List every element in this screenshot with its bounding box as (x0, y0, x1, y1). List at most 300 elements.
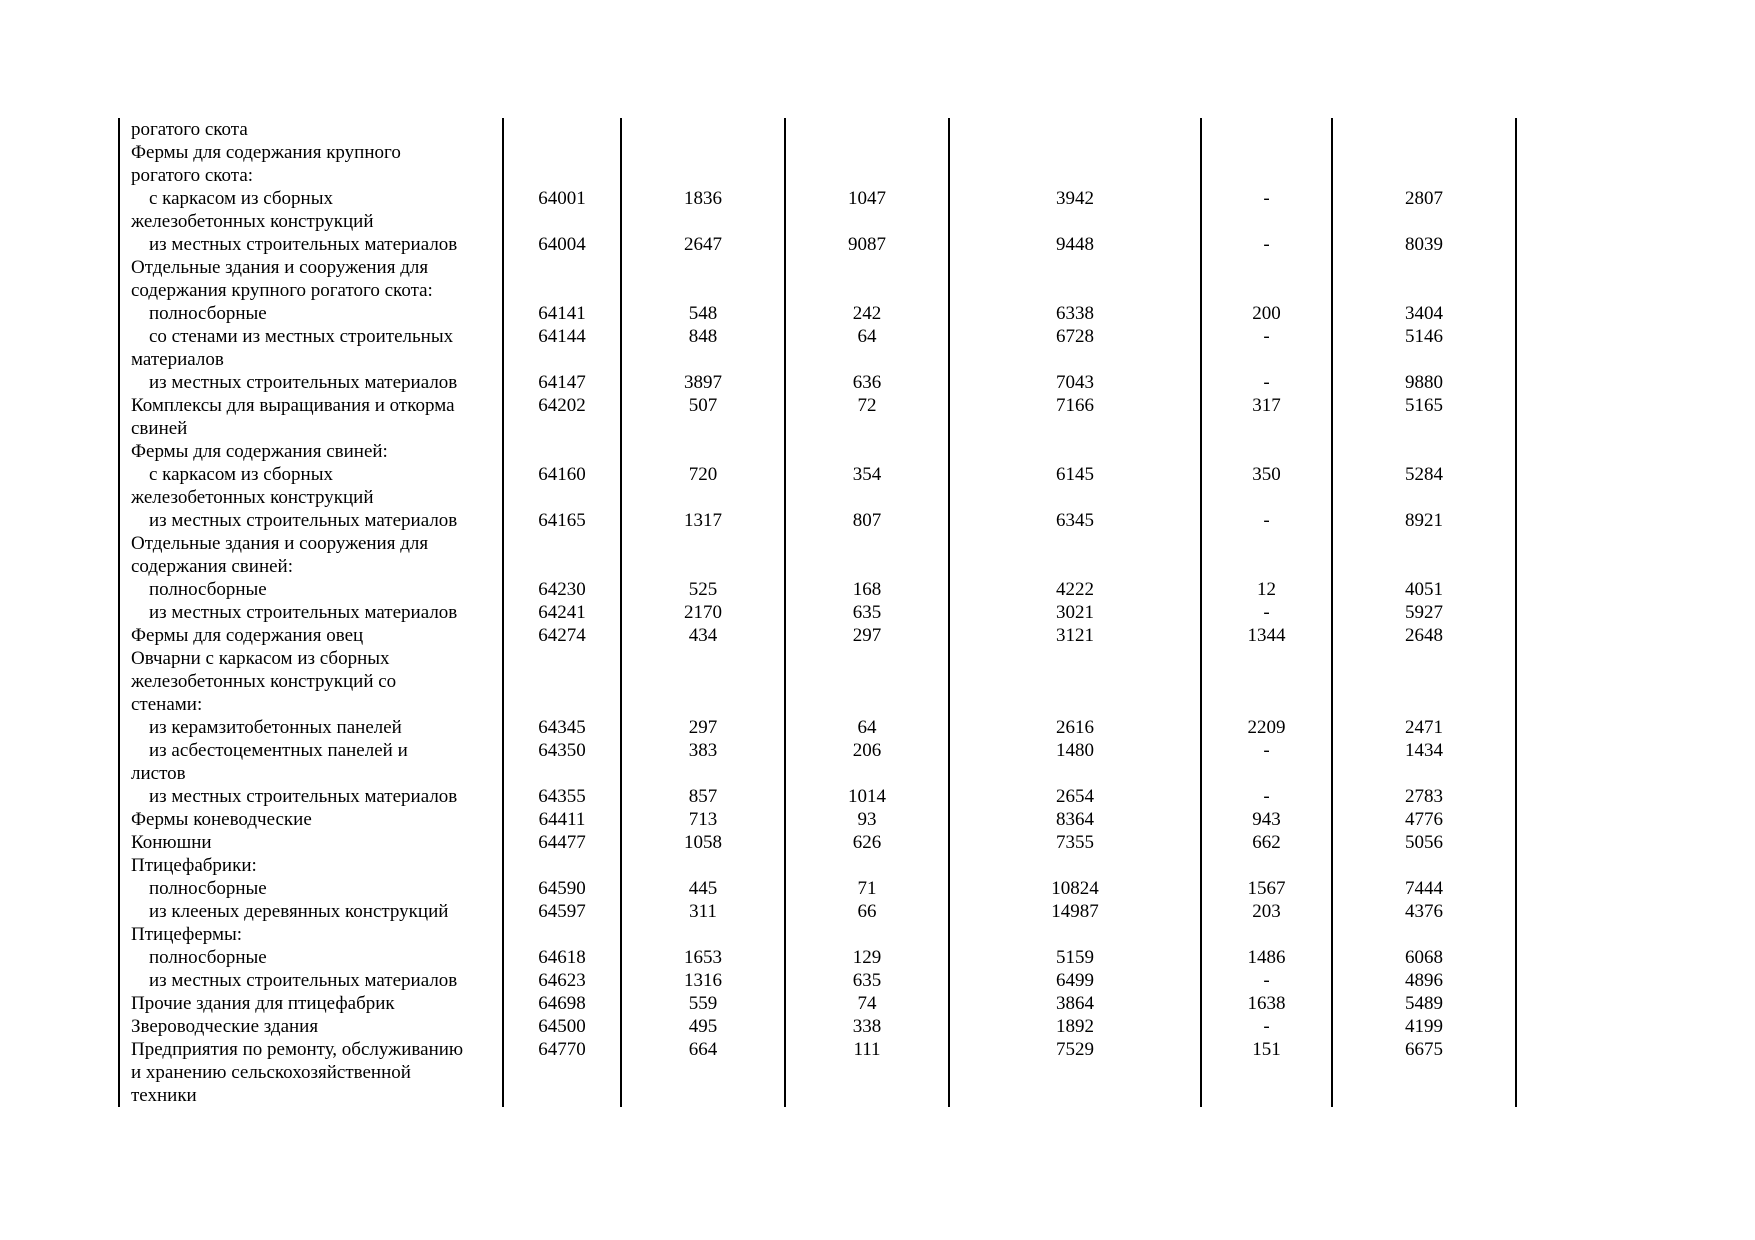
value-cell (621, 923, 785, 946)
value-cell (503, 900, 621, 923)
value-text: 662 (1252, 832, 1281, 853)
row-label-text: Прочие здания для птицефабрик (131, 993, 395, 1014)
row-label-line (131, 187, 496, 210)
value-cell (1332, 1038, 1516, 1107)
table-row (119, 1015, 1516, 1038)
value-cell (1201, 601, 1332, 624)
value-text: 9880 (1405, 372, 1443, 393)
row-label (119, 187, 503, 233)
value-text: 64597 (538, 901, 586, 922)
row-label-text: техники (131, 1085, 197, 1106)
value-text: 383 (688, 740, 718, 761)
value-text: 9448 (1056, 234, 1094, 255)
value-cell (785, 647, 949, 716)
row-label-text: со стенами из местных строительных (149, 326, 454, 347)
value-cell (1332, 923, 1516, 946)
value-cell (1201, 256, 1332, 302)
value-text: 507 (688, 395, 718, 416)
value-text: 64004 (538, 234, 586, 255)
value-cell (621, 992, 785, 1015)
value-cell (503, 854, 621, 877)
table-row (119, 302, 1516, 325)
row-label-text: и хранению сельскохозяйственной (131, 1062, 411, 1083)
value-text (1333, 141, 1515, 164)
value-cell (1201, 1038, 1332, 1107)
value-text: 664 (688, 1039, 718, 1060)
value-text: 7166 (1056, 395, 1094, 416)
value-cell (1201, 647, 1332, 716)
value-cell (1332, 969, 1516, 992)
value-cell (503, 394, 621, 440)
row-label (119, 969, 503, 992)
value-cell (1332, 463, 1516, 509)
row-label (119, 509, 503, 532)
value-text: 200 (1252, 303, 1281, 324)
value-cell (785, 992, 949, 1015)
value-text: 4222 (1056, 579, 1094, 600)
row-label (119, 394, 503, 440)
value-cell (1332, 187, 1516, 233)
value-cell (503, 509, 621, 532)
value-cell (1201, 233, 1332, 256)
data-table (118, 118, 1517, 1107)
row-label-text: Фермы для содержания свиней: (131, 441, 388, 462)
value-cell (1201, 969, 1332, 992)
value-text (786, 440, 948, 463)
value-cell (949, 992, 1201, 1015)
value-cell (1201, 785, 1332, 808)
value-cell (1332, 325, 1516, 371)
value-text: 7355 (1056, 832, 1094, 853)
value-text: 1014 (848, 786, 886, 807)
value-text: 525 (688, 579, 718, 600)
table-row (119, 624, 1516, 647)
value-text: 74 (857, 993, 877, 1014)
table-row (119, 808, 1516, 831)
row-label-line (131, 716, 496, 739)
row-label-text: Фермы для содержания овец (131, 625, 364, 646)
value-cell (621, 946, 785, 969)
value-text: 64165 (538, 510, 586, 531)
value-text: 14987 (1051, 901, 1099, 922)
row-label-text: содержания крупного рогатого скота: (131, 280, 433, 301)
row-label (119, 923, 503, 946)
value-text: 12 (1257, 579, 1276, 600)
value-text (1333, 923, 1515, 946)
row-label-line (131, 739, 496, 762)
row-label-line (131, 946, 496, 969)
row-label-text: Комплексы для выращивания и откорма (131, 395, 455, 416)
value-cell (503, 716, 621, 739)
value-cell (785, 900, 949, 923)
value-cell (503, 808, 621, 831)
value-cell (621, 900, 785, 923)
value-cell (785, 302, 949, 325)
row-label (119, 877, 503, 900)
value-text: 2647 (684, 234, 722, 255)
value-text (950, 647, 1200, 670)
row-label (119, 739, 503, 785)
table-row (119, 440, 1516, 463)
value-text: 311 (689, 901, 717, 922)
value-cell (949, 440, 1201, 463)
value-text: 317 (1252, 395, 1281, 416)
value-text: 64345 (538, 717, 586, 738)
value-text: 848 (688, 326, 718, 347)
value-cell (1201, 302, 1332, 325)
value-text: - (1263, 1016, 1270, 1037)
row-label-line (131, 693, 496, 716)
value-cell (503, 187, 621, 233)
value-cell (1332, 854, 1516, 877)
row-label (119, 946, 503, 969)
row-label (119, 854, 503, 877)
value-text (1202, 141, 1331, 164)
value-text: 10824 (1051, 878, 1099, 899)
value-text: 64355 (538, 786, 586, 807)
value-text: 6728 (1056, 326, 1094, 347)
value-text: 151 (1252, 1039, 1281, 1060)
value-text: 4776 (1405, 809, 1443, 830)
value-cell (785, 118, 949, 141)
value-cell (1332, 900, 1516, 923)
value-cell (621, 532, 785, 578)
value-cell (785, 1015, 949, 1038)
value-cell (949, 463, 1201, 509)
value-text: 1047 (848, 188, 886, 209)
row-label-text: из местных строительных материалов (149, 602, 458, 623)
value-text (622, 647, 784, 670)
value-text: 1434 (1405, 740, 1443, 761)
value-text: 64698 (538, 993, 586, 1014)
row-label-text: из керамзитобетонных панелей (149, 717, 402, 738)
value-cell (621, 187, 785, 233)
row-label-text: железобетонных конструкций (131, 211, 374, 232)
value-text: 8364 (1056, 809, 1094, 830)
value-text: - (1263, 970, 1270, 991)
value-cell (1332, 256, 1516, 302)
value-text: - (1263, 326, 1270, 347)
row-label-line (131, 325, 496, 348)
row-label (119, 233, 503, 256)
value-text: 111 (853, 1039, 881, 1060)
value-text: 2471 (1405, 717, 1443, 738)
value-text (950, 923, 1200, 946)
row-label-line (131, 164, 496, 187)
value-cell (785, 325, 949, 371)
row-label-text: Предприятия по ремонту, обслуживанию (131, 1039, 464, 1060)
value-text: 4051 (1405, 579, 1443, 600)
value-text: 6068 (1405, 947, 1443, 968)
value-cell (1201, 923, 1332, 946)
value-cell (621, 371, 785, 394)
value-text: 548 (688, 303, 718, 324)
value-text: 5165 (1405, 395, 1443, 416)
row-label-line (131, 1038, 496, 1061)
value-cell (1201, 578, 1332, 601)
row-label-line (131, 509, 496, 532)
row-label-line (131, 210, 496, 233)
row-label-text: стенами: (131, 694, 203, 715)
value-cell (785, 578, 949, 601)
value-text: 1638 (1247, 993, 1286, 1014)
value-cell (1201, 463, 1332, 509)
value-cell (1201, 141, 1332, 187)
row-label-text: Отдельные здания и сооружения для (131, 257, 429, 278)
value-cell (1332, 394, 1516, 440)
value-text: 297 (852, 625, 882, 646)
row-label-line (131, 1084, 496, 1107)
value-cell (503, 785, 621, 808)
row-label-text: Птицефабрики: (131, 855, 257, 876)
value-cell (1201, 716, 1332, 739)
table-row (119, 1038, 1516, 1107)
value-cell (503, 877, 621, 900)
table-row (119, 601, 1516, 624)
table-row (119, 325, 1516, 371)
value-cell (1201, 371, 1332, 394)
row-label-text: листов (131, 763, 186, 784)
value-cell (785, 854, 949, 877)
value-cell (1332, 302, 1516, 325)
row-label-line (131, 279, 496, 302)
value-text: 1317 (684, 510, 722, 531)
value-text: 64001 (538, 188, 586, 209)
value-text (1333, 256, 1515, 279)
row-label-line (131, 854, 496, 877)
row-label-line (131, 417, 496, 440)
row-label-text: железобетонных конструкций (131, 487, 374, 508)
value-text (1202, 532, 1331, 555)
value-cell (949, 532, 1201, 578)
value-text: 6145 (1056, 464, 1094, 485)
value-cell (949, 900, 1201, 923)
value-text (504, 532, 620, 555)
row-label-line (131, 394, 496, 417)
value-text (1202, 923, 1331, 946)
value-text: 8921 (1405, 510, 1443, 531)
row-label-line (131, 647, 496, 670)
row-label (119, 578, 503, 601)
table-row (119, 187, 1516, 233)
value-cell (949, 831, 1201, 854)
value-cell (785, 532, 949, 578)
value-cell (1332, 509, 1516, 532)
row-label-line (131, 808, 496, 831)
row-label (119, 325, 503, 371)
value-cell (949, 647, 1201, 716)
value-text: 64618 (538, 947, 586, 968)
value-text (1202, 854, 1331, 877)
value-text: - (1263, 786, 1270, 807)
table-row (119, 647, 1516, 716)
row-label-text: Фермы для содержания крупного (131, 142, 401, 163)
value-text (786, 141, 948, 164)
value-text: 5146 (1405, 326, 1443, 347)
row-label-text: содержания свиней: (131, 556, 293, 577)
value-text (1333, 440, 1515, 463)
value-cell (949, 716, 1201, 739)
value-cell (621, 601, 785, 624)
row-label-text: полносборные (149, 947, 267, 968)
value-text: 64202 (538, 395, 586, 416)
value-cell (1201, 187, 1332, 233)
value-cell (785, 509, 949, 532)
value-text: 8039 (1405, 234, 1443, 255)
value-cell (1332, 739, 1516, 785)
row-label-text: из клееных деревянных конструкций (149, 901, 449, 922)
value-text: 635 (852, 602, 882, 623)
value-cell (1332, 992, 1516, 1015)
value-cell (503, 1015, 621, 1038)
value-text: - (1263, 510, 1270, 531)
row-label-line (131, 532, 496, 555)
row-label (119, 141, 503, 187)
value-cell (949, 325, 1201, 371)
value-cell (949, 118, 1201, 141)
value-cell (1332, 831, 1516, 854)
value-text (504, 141, 620, 164)
table-row (119, 256, 1516, 302)
row-label-text: с каркасом из сборных (149, 188, 333, 209)
value-text: 2654 (1056, 786, 1094, 807)
row-label-line (131, 463, 496, 486)
value-cell (785, 601, 949, 624)
value-text (504, 854, 620, 877)
value-cell (785, 946, 949, 969)
row-label-line (131, 831, 496, 854)
table-row (119, 946, 1516, 969)
row-label (119, 1015, 503, 1038)
value-text: 64141 (538, 303, 586, 324)
value-text: 206 (852, 740, 882, 761)
value-text: 64590 (538, 878, 586, 899)
value-cell (621, 578, 785, 601)
value-text: - (1263, 740, 1270, 761)
value-cell (949, 1038, 1201, 1107)
value-cell (1201, 325, 1332, 371)
value-cell (503, 992, 621, 1015)
value-text (1333, 854, 1515, 877)
row-label-line (131, 440, 496, 463)
value-text: 2209 (1247, 717, 1286, 738)
table-row (119, 463, 1516, 509)
value-text: 1486 (1247, 947, 1286, 968)
table-row (119, 854, 1516, 877)
value-cell (785, 808, 949, 831)
value-text (1202, 440, 1331, 463)
row-label-text: из местных строительных материалов (149, 372, 458, 393)
value-cell (1332, 141, 1516, 187)
value-text: 636 (852, 372, 882, 393)
value-text: 7529 (1056, 1039, 1094, 1060)
row-label-text: с каркасом из сборных (149, 464, 333, 485)
value-cell (621, 233, 785, 256)
row-label-text: полносборные (149, 878, 267, 899)
row-label-line (131, 762, 496, 785)
row-label-line (131, 877, 496, 900)
value-cell (503, 463, 621, 509)
row-label-line (131, 785, 496, 808)
value-cell (1201, 440, 1332, 463)
row-label-text: из местных строительных материалов (149, 786, 458, 807)
value-cell (503, 946, 621, 969)
row-label (119, 716, 503, 739)
value-text (1202, 256, 1331, 279)
value-text: 168 (852, 579, 882, 600)
value-text: 5056 (1405, 832, 1443, 853)
value-cell (785, 923, 949, 946)
row-label-line (131, 256, 496, 279)
value-cell (1201, 946, 1332, 969)
table-row (119, 118, 1516, 141)
value-text: 5489 (1405, 993, 1443, 1014)
value-text: 3942 (1056, 188, 1094, 209)
value-cell (621, 394, 785, 440)
value-cell (503, 831, 621, 854)
value-cell (503, 624, 621, 647)
value-cell (949, 187, 1201, 233)
value-cell (949, 1015, 1201, 1038)
row-label (119, 256, 503, 302)
value-cell (621, 440, 785, 463)
value-text: - (1263, 372, 1270, 393)
value-cell (785, 969, 949, 992)
value-cell (949, 854, 1201, 877)
value-text: 2616 (1056, 717, 1094, 738)
value-cell (785, 1038, 949, 1107)
value-cell (503, 1038, 621, 1107)
value-cell (1201, 532, 1332, 578)
value-cell (1201, 854, 1332, 877)
value-cell (621, 716, 785, 739)
value-text: 3897 (684, 372, 722, 393)
value-text: 72 (857, 395, 877, 416)
value-text: 434 (688, 625, 718, 646)
value-text: 64500 (538, 1016, 586, 1037)
table-row (119, 578, 1516, 601)
value-cell (785, 739, 949, 785)
value-text: 64144 (538, 326, 586, 347)
value-text: 3021 (1056, 602, 1094, 623)
value-cell (621, 969, 785, 992)
table-row (119, 532, 1516, 578)
value-cell (621, 1015, 785, 1038)
row-label-text: материалов (131, 349, 224, 370)
value-cell (621, 808, 785, 831)
value-cell (1332, 785, 1516, 808)
table-row (119, 371, 1516, 394)
value-text (504, 440, 620, 463)
value-cell (1332, 578, 1516, 601)
value-cell (621, 325, 785, 371)
value-text: 350 (1252, 464, 1281, 485)
value-cell (1332, 371, 1516, 394)
row-label (119, 647, 503, 716)
row-label-text: Звероводческие здания (131, 1016, 319, 1037)
value-text: 4199 (1405, 1016, 1443, 1037)
value-text: 1567 (1247, 878, 1286, 899)
row-label-text: Овчарни с каркасом из сборных (131, 648, 390, 669)
value-cell (503, 141, 621, 187)
value-text (1202, 118, 1331, 141)
row-label (119, 992, 503, 1015)
value-text: 203 (1252, 901, 1281, 922)
table-row (119, 923, 1516, 946)
value-text (622, 532, 784, 555)
table-body (119, 118, 1516, 1107)
row-label-line (131, 1015, 496, 1038)
